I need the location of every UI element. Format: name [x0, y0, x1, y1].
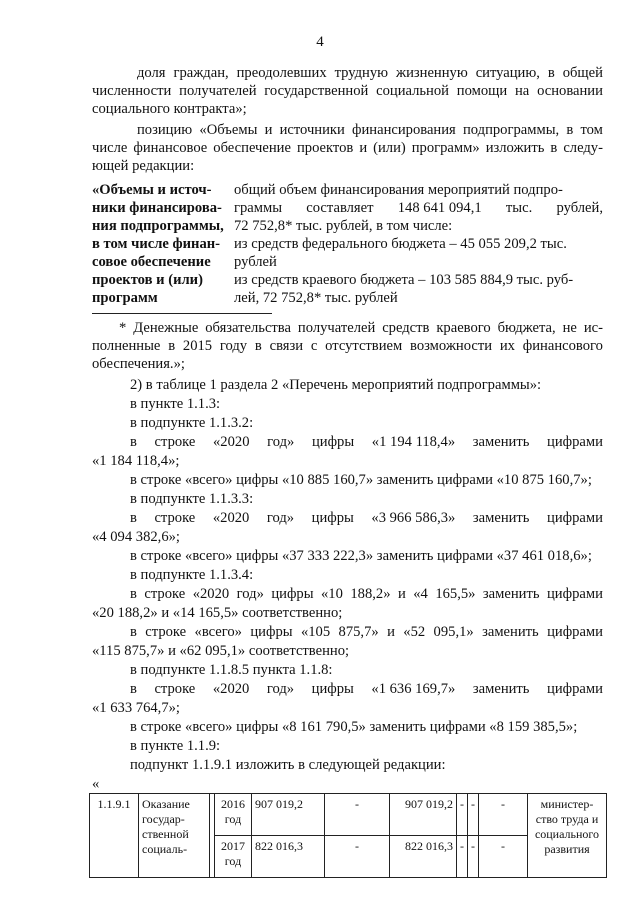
word: получателей	[297, 320, 376, 336]
item-code: 1.1.9.1	[90, 794, 139, 878]
item-line: «1 184 118,4»;	[92, 453, 180, 469]
word: и	[359, 140, 368, 156]
dash-cell: -	[468, 836, 479, 878]
federal-cell: -	[325, 836, 390, 878]
word: в	[550, 140, 558, 156]
word: ситуацию,	[475, 65, 540, 81]
word: возможности	[410, 338, 493, 354]
word: их	[499, 338, 515, 354]
box-left-line: программ	[92, 290, 158, 306]
regional-cell: 822 016,3	[390, 836, 457, 878]
dash-cell: -	[468, 794, 479, 836]
word: цифры	[250, 624, 293, 640]
word: строке	[145, 624, 187, 640]
box-left-line: ники финансирова-	[92, 200, 222, 216]
footnote-line: обеспечения.»;	[92, 356, 185, 372]
item-line	[130, 585, 603, 604]
dash-cell: -	[457, 794, 468, 836]
box-left-line: «Объемы и источ-	[92, 182, 212, 198]
item-line	[130, 623, 603, 642]
word: финансирования	[352, 122, 456, 138]
word: отсутствием	[325, 338, 403, 354]
box-left-line: проектов и (или)	[92, 272, 203, 288]
word: обеспечение	[213, 140, 291, 156]
box-right-line: 72 752,8* тыс. рублей, в том числе:	[234, 218, 453, 234]
item-line: в подпункте 1.1.8.5 пункта 1.1.8:	[130, 662, 333, 678]
footnote-line	[92, 337, 603, 356]
word: заменить	[482, 624, 539, 640]
word: жизненную	[395, 65, 468, 81]
word: основании	[537, 83, 603, 99]
item-line: в подпункте 1.1.3.3:	[130, 491, 254, 507]
word: Денежные	[133, 320, 199, 336]
measures-table	[89, 793, 607, 878]
text-line	[137, 64, 603, 83]
word: 2015	[182, 338, 213, 354]
word: преодолевших	[236, 65, 327, 81]
box-left-line: ния подпрограммы,	[92, 218, 224, 234]
word: в	[130, 624, 137, 640]
word: «2020	[192, 586, 230, 602]
open-quote: «	[92, 776, 100, 792]
word: обязательства	[205, 320, 291, 336]
word: общей	[562, 65, 603, 81]
word: позицию	[137, 122, 193, 138]
total-cell: 822 016,3	[252, 836, 325, 878]
word: в	[254, 338, 262, 354]
words: рублей,	[556, 200, 603, 216]
word: году	[219, 338, 248, 354]
text-line: социального контракта»;	[92, 101, 247, 117]
table-row	[90, 794, 607, 836]
word: (или)	[373, 140, 406, 156]
item-name: Оказание государ- ственной социаль-	[139, 794, 210, 878]
word: подпрограммы,	[462, 122, 560, 138]
item-line: 2) в таблице 1 раздела 2 «Перечень мероприятий подпрограммы»:	[130, 377, 542, 393]
executor-cell: министер- ство труда и социального развития	[528, 794, 607, 878]
item-line: в строке «всего» цифры «37 333 222,3» заменить цифрами «37 461 018,6»;	[130, 548, 592, 564]
word: следу-	[563, 140, 603, 156]
item-line: в пункте 1.1.9:	[130, 738, 221, 754]
word: 875,7»	[338, 624, 379, 640]
word: получателей	[179, 83, 257, 99]
word: средств	[382, 320, 430, 336]
word: «10	[321, 586, 343, 602]
total-cell: 907 019,2	[252, 794, 325, 836]
item-line: в подпункте 1.1.3.4:	[130, 567, 254, 583]
box-right-line: общий объем финансирования мероприятий подпро-	[234, 182, 563, 198]
word: том	[580, 122, 603, 138]
item-line: подпункт 1.1.9.1 изложить в следующей редакции:	[130, 757, 446, 773]
word: источники	[279, 122, 345, 138]
item-line: «115 875,7» и «62 095,1» соответственно;	[92, 643, 350, 659]
text-line: ющей редакции:	[92, 158, 195, 174]
word: цифрами	[547, 624, 603, 640]
item-line: «20 188,2» и «14 165,5» соответственно;	[92, 605, 343, 621]
box-right-line: лей, 72 752,8* тыс. рублей	[234, 290, 398, 306]
box-right-line: рублей	[234, 254, 277, 270]
year-cell: 2016 год	[215, 794, 252, 836]
word: 095,1»	[433, 624, 474, 640]
word: и	[397, 586, 406, 602]
item-line: в пункте 1.1.3:	[130, 396, 221, 412]
dash-cell: -	[457, 836, 468, 878]
text-line	[92, 139, 603, 158]
word: краевого	[436, 320, 491, 336]
word: связи	[269, 338, 304, 354]
word: и	[387, 624, 395, 640]
word: 188,2»	[350, 586, 391, 602]
words: граммы	[234, 200, 283, 216]
word: ис-	[583, 320, 603, 336]
text-line	[137, 121, 603, 140]
year-cell: 2017 год	[215, 836, 252, 878]
dash-cell: -	[479, 794, 528, 836]
word: «Объемы	[199, 122, 258, 138]
word: цифры	[271, 586, 314, 602]
federal-cell: -	[325, 794, 390, 836]
box-left-line: совое обеспечение	[92, 254, 211, 270]
word: в	[168, 338, 176, 354]
words: 148 641 094,1	[397, 200, 482, 216]
word: «всего»	[194, 624, 242, 640]
word: проектов	[296, 140, 354, 156]
word: финансового	[522, 338, 603, 354]
word: граждан,	[173, 65, 229, 81]
box-left-line: в том числе финан-	[92, 236, 221, 252]
word: на	[514, 83, 530, 99]
word: год»	[236, 586, 264, 602]
word: «52	[403, 624, 426, 640]
page-number: 4	[316, 34, 324, 50]
item-line: «4 094 382,6»;	[92, 529, 180, 545]
word: в	[547, 65, 555, 81]
text-line	[92, 82, 603, 101]
word: социальной	[376, 83, 449, 99]
word: финансовое	[133, 140, 208, 156]
word: полненные	[92, 338, 161, 354]
word: и	[264, 122, 273, 138]
dash-cell: -	[479, 836, 528, 878]
words: тыс.	[505, 200, 533, 216]
item-line: в строке «всего» цифры «10 885 160,7» заменить цифрами «10 875 160,7»;	[130, 472, 592, 488]
word: «105	[300, 624, 331, 640]
item-line: «1 633 764,7»;	[92, 700, 180, 716]
item-line: в подпункте 1.1.3.2:	[130, 415, 254, 431]
item-line: в строке «всего» цифры «8 161 790,5» заменить цифрами «8 159 385,5»;	[130, 719, 578, 735]
word: не	[562, 320, 577, 336]
footnote-separator	[92, 313, 272, 314]
word: заменить	[482, 586, 540, 602]
word: числе	[92, 140, 128, 156]
item-line: в строке «2020 год» цифры «1 636 169,7» заменить цифрами	[130, 681, 603, 697]
item-line: в строке «2020 год» цифры «3 966 586,3» заменить цифрами	[130, 510, 603, 526]
word: доля	[137, 65, 166, 81]
word: строке	[144, 586, 186, 602]
word: численности	[92, 83, 172, 99]
word: *	[119, 320, 127, 336]
word: в	[130, 586, 137, 602]
regional-cell: 907 019,2	[390, 794, 457, 836]
box-right-line: из средств федерального бюджета – 45 055 209,2 тыс.	[234, 236, 567, 252]
box-right-line	[234, 199, 603, 218]
footnote-line	[119, 319, 603, 338]
word: программ»	[411, 140, 480, 156]
word: помощи	[456, 83, 508, 99]
words: составляет	[306, 200, 374, 216]
item-line: в строке «2020 год» цифры «1 194 118,4» заменить цифрами	[130, 434, 603, 450]
word: государственной	[264, 83, 369, 99]
word: бюджета,	[497, 320, 556, 336]
word: изложить	[485, 140, 545, 156]
word: «4	[413, 586, 428, 602]
word: цифрами	[547, 586, 603, 602]
word: трудную	[334, 65, 389, 81]
box-right-line: из средств краевого бюджета – 103 585 884,9 тыс. руб-	[234, 272, 574, 288]
word: 165,5»	[435, 586, 476, 602]
word: с	[310, 338, 318, 354]
word: в	[566, 122, 574, 138]
